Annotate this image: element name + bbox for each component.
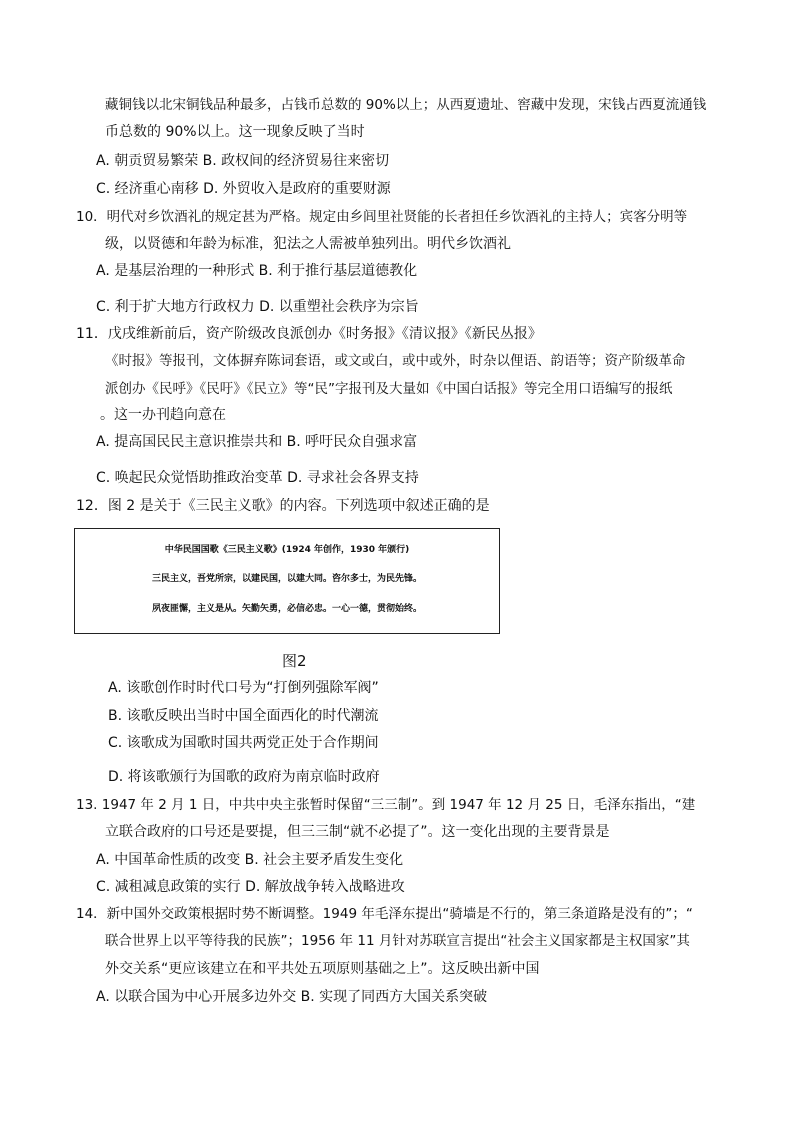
q9-stem-line-2: 币总数的 90%以上。这一现象反映了当时	[105, 124, 365, 140]
q10-options-cd: C. 利于扩大地方行政权力 D. 以重塑社会秩序为宗旨	[96, 299, 419, 315]
figure-2-anthem-box	[74, 528, 500, 634]
q11-stem-line-2: 《时报》等报刊，文体摒弃陈词套语，或文或白，或中或外，时杂以俚语、韵语等；资产阶级革命	[105, 353, 686, 369]
q12-option-c: C. 该歌成为国歌时国共两党正处于合作期间	[108, 735, 379, 751]
q10-options-ab: A. 是基层治理的一种形式 B. 利于推行基层道德教化	[96, 263, 418, 279]
q9-options-ab: A. 朝贡贸易繁荣 B. 政权间的经济贸易往来密切	[96, 153, 390, 169]
q11-stem-line-1: 11．戊戌维新前后，资产阶级改良派创办《时务报》《清议报》《新民丛报》	[76, 326, 542, 342]
figure-2-title: 中华民国国歌《三民主义歌》(1924 年创作，1930 年颁行)	[164, 545, 410, 555]
q11-options-ab: A. 提高国民民主意识推崇共和 B. 呼吁民众自强求富	[96, 434, 418, 450]
q13-stem-line-2: 立联合政府的口号还是要提，但三三制“就不必提了”。这一变化出现的主要背景是	[105, 824, 610, 840]
q11-stem-line-4: 。这一办刊趋向意在	[100, 407, 226, 423]
q12-option-b: B. 该歌反映出当时中国全面西化的时代潮流	[108, 708, 379, 724]
q13-options-cd: C. 减租减息政策的实行 D. 解放战争转入战略进攻	[96, 879, 405, 895]
q11-stem-line-3: 派创办《民呼》《民吁》《民立》等“民”字报刊及大量如《中国白话报》等完全用口语编写的报纸	[105, 381, 673, 397]
q12-stem-line-1: 12．图 2 是关于《三民主义歌》的内容。下列选项中叙述正确的是	[76, 498, 490, 514]
figure-2-verse-2: 夙夜匪懈，主义是从。矢勤矢勇，必信必忠。一心一德，贯彻始终。	[151, 604, 422, 614]
q9-stem-line-1: 藏铜钱以北宋铜钱品种最多，占钱币总数的 90%以上；从西夏遗址、窖藏中发现，宋钱占西夏流通钱	[105, 97, 707, 113]
q10-stem-line-2: 级，以贤德和年龄为标准，犯法之人需被单独列出。明代乡饮酒礼	[105, 236, 511, 252]
q9-options-cd: C. 经济重心南移 D. 外贸收入是政府的重要财源	[96, 181, 391, 197]
q14-stem-line-3: 外交关系“更应该建立在和平共处五项原则基础之上”。这反映出新中国	[105, 961, 540, 977]
q10-stem-line-1: 10．明代对乡饮酒礼的规定甚为严格。规定由乡闾里社贤能的长者担任乡饮酒礼的主持人；宾客分明等	[76, 209, 688, 225]
q11-options-cd: C. 唤起民众觉悟助推政治变革 D. 寻求社会各界支持	[96, 470, 419, 486]
q12-option-a: A. 该歌创作时时代口号为“打倒列强除军阀”	[108, 680, 379, 696]
figure-2-caption: 图2	[282, 652, 307, 670]
q13-options-ab: A. 中国革命性质的改变 B. 社会主要矛盾发生变化	[96, 852, 404, 868]
q14-options-ab: A. 以联合国为中心开展多边外交 B. 实现了同西方大国关系突破	[96, 989, 488, 1005]
q12-option-d: D. 将该歌颁行为国歌的政府为南京临时政府	[108, 769, 380, 785]
q14-stem-line-1: 14．新中国外交政策根据时势不断调整。1949 年毛泽东提出“骑墙是不行的，第三条道路是没有的”；“	[76, 906, 693, 922]
figure-2-verse-1: 三民主义，吾党所宗，以建民国，以建大同。咨尔多士，为民先锋。	[151, 574, 422, 584]
q13-stem-line-1: 13. 1947 年 2 月 1 日，中共中央主张暂时保留“三三制”。到 1947 年 12 月 25 日，毛泽东指出，“建	[76, 797, 696, 813]
q14-stem-line-2: 联合世界上以平等待我的民族”；1956 年 11 月针对苏联宣言提出“社会主义国家都是主权国家”其	[105, 933, 690, 949]
